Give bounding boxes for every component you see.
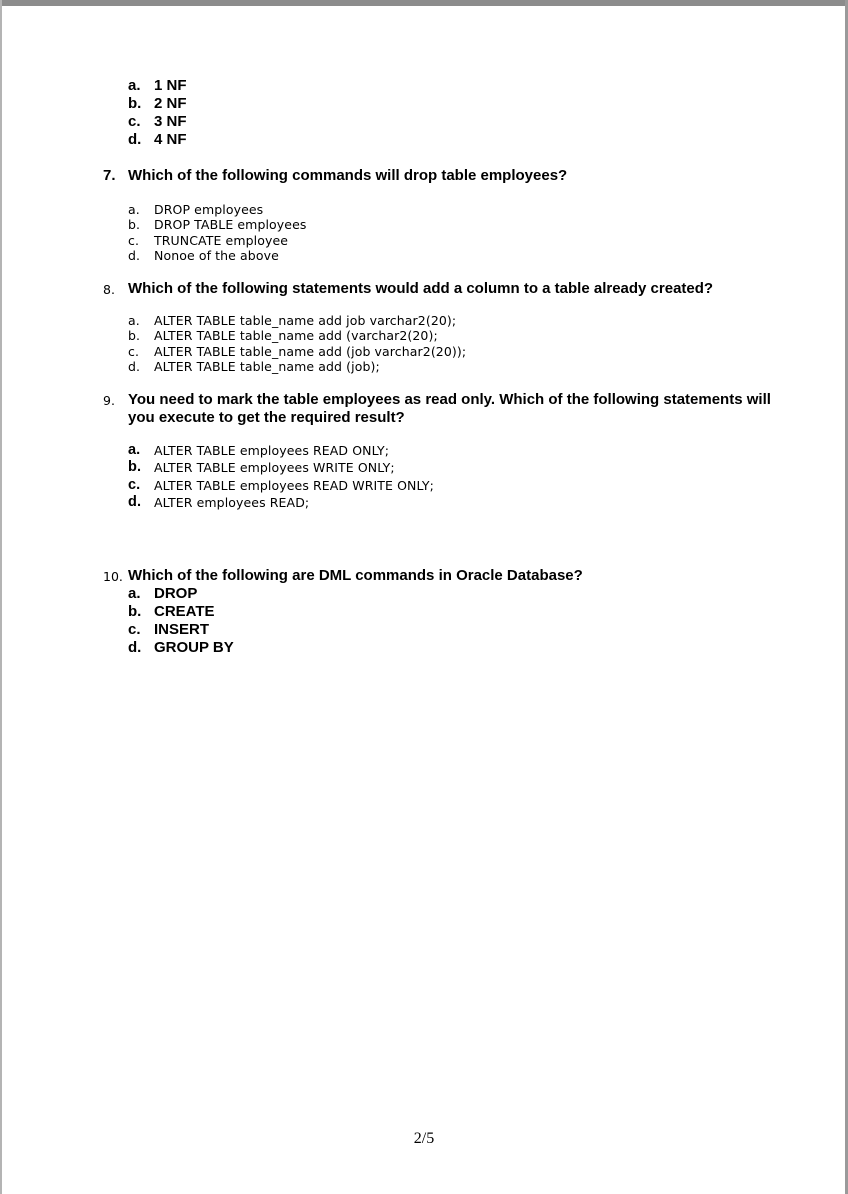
window-top-border (0, 0, 848, 6)
q9-question: 9. You need to mark the table employees as read only. Which of the following statements will you execute to get the required result? (103, 391, 771, 426)
q8-question: 8. Which of the following statements would add a column to a table already created? (103, 280, 714, 297)
page-number: 2/5 (413, 1130, 435, 1147)
page-left-edge (0, 0, 2, 1194)
q7-question: 7. Which of the following commands will drop table employees? (103, 167, 568, 184)
q10-question: 10. Which of the following are DML commands in Oracle Database? (103, 567, 583, 584)
